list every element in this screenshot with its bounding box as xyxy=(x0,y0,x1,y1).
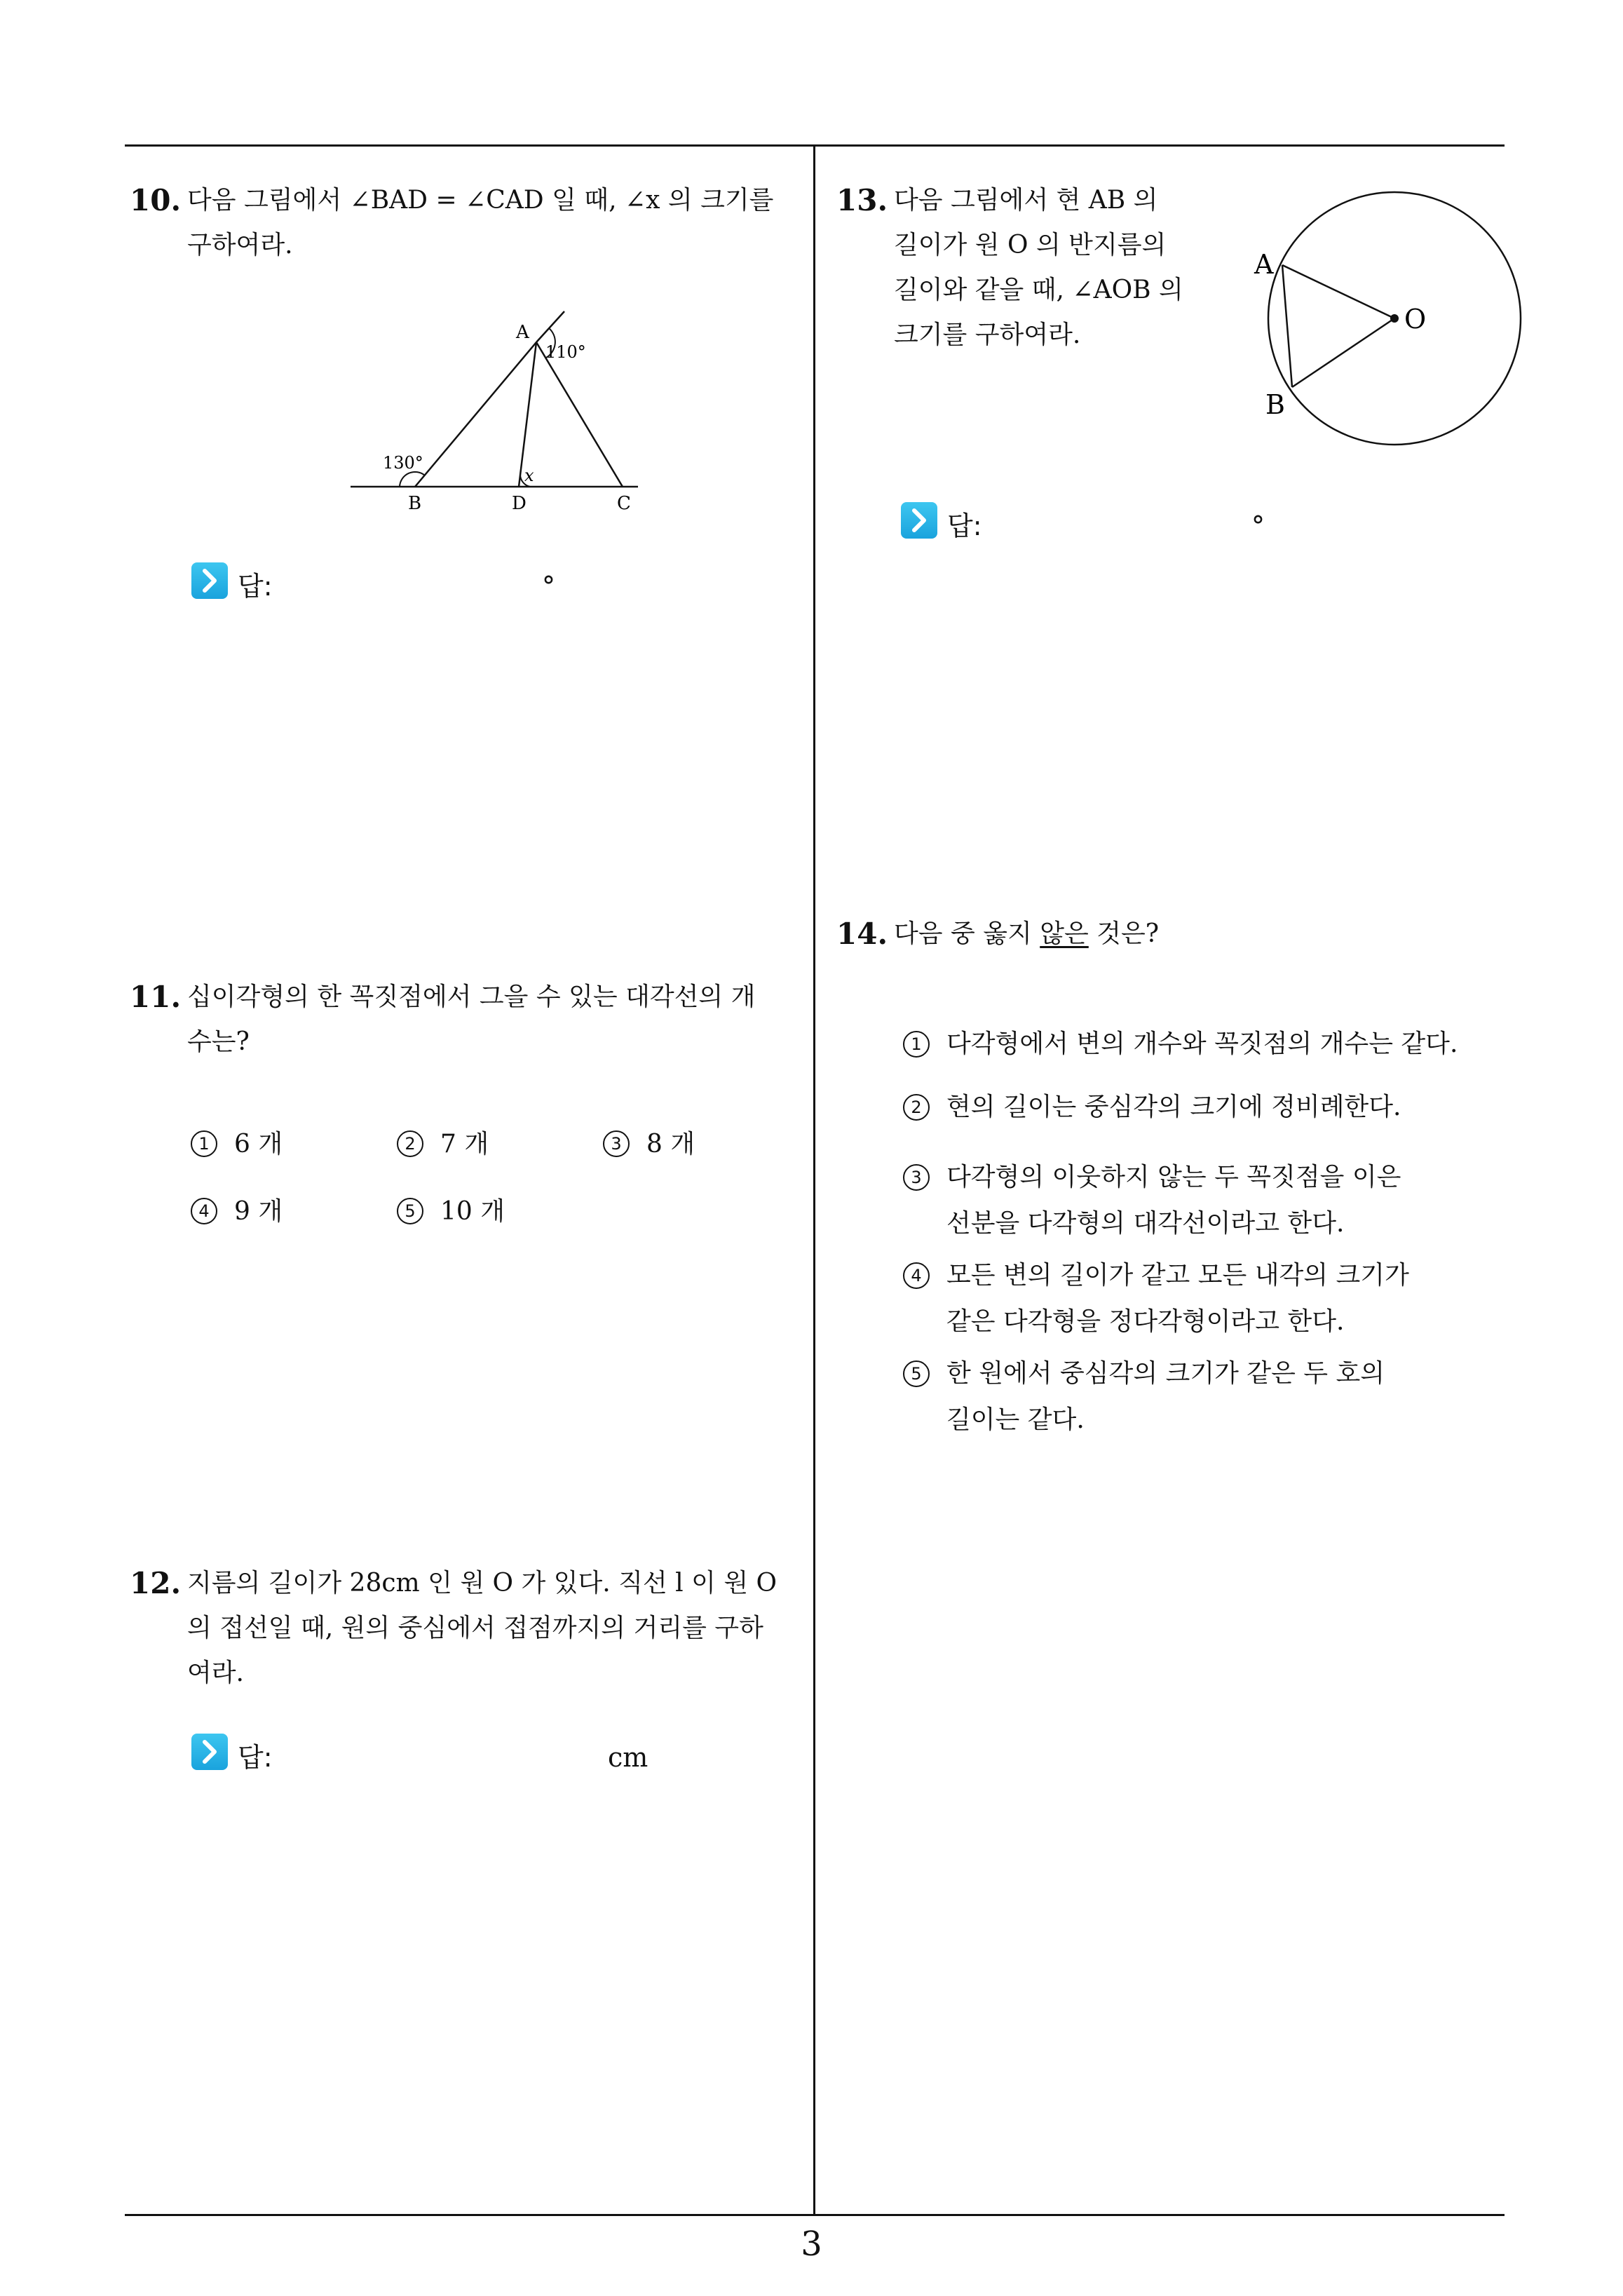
problem-number: 14. xyxy=(836,917,888,951)
choice-number-2: 2 xyxy=(397,1130,423,1157)
choice-number-2: 2 xyxy=(903,1094,930,1121)
answer-row xyxy=(901,501,1392,543)
angle-label-110: 110° xyxy=(545,342,586,362)
problem-text-line: 지름의 길이가 28cm 인 원 O 가 있다. 직선 l 이 원 O xyxy=(187,1569,777,1598)
point-label-b: B xyxy=(1265,389,1285,420)
choice-4[interactable] xyxy=(903,1252,1499,1345)
problem-number: 10. xyxy=(130,183,182,217)
chevron-right-icon xyxy=(901,502,937,539)
answer-row xyxy=(191,561,682,603)
choice-number-1: 1 xyxy=(903,1031,930,1058)
problem-number: 12. xyxy=(130,1566,182,1600)
answer-unit: cm xyxy=(608,1742,648,1773)
choice-1[interactable] xyxy=(191,1122,283,1167)
problem-text-underlined: 않은 xyxy=(1040,919,1089,948)
choice-number-1: 1 xyxy=(191,1130,217,1157)
problem-text-line: 다음 그림에서 ∠BAD = ∠CAD 일 때, ∠x 의 크기를 xyxy=(187,186,774,215)
problem-text-line: 길이가 원 O 의 반지름의 xyxy=(894,231,1167,259)
problem-text-line: 다음 그림에서 현 AB 의 xyxy=(894,186,1158,215)
choice-number-3: 3 xyxy=(903,1164,930,1191)
choice-number-5: 5 xyxy=(397,1198,423,1224)
choice-5[interactable] xyxy=(903,1351,1499,1443)
chevron-right-icon xyxy=(191,1734,228,1770)
choice-number-3: 3 xyxy=(603,1130,630,1157)
answer-unit: ° xyxy=(1251,511,1265,541)
problem-13 xyxy=(836,178,1509,571)
answer-label: 답: xyxy=(238,571,273,602)
page-number: 3 xyxy=(801,2224,822,2264)
problem-10 xyxy=(130,178,803,669)
problem-text xyxy=(894,912,1159,957)
column-divider xyxy=(813,144,815,2215)
point-label-o: O xyxy=(1404,304,1427,335)
answer-row xyxy=(191,1732,682,1774)
choice-text: 다각형에서 변의 개수와 꼭짓점의 개수는 같다. xyxy=(946,1029,1458,1058)
vertex-label-a: A xyxy=(516,322,529,343)
choice-number-4: 4 xyxy=(191,1198,217,1224)
bottom-rule xyxy=(125,2214,1505,2216)
angle-label-130: 130° xyxy=(383,453,423,473)
choice-text: 8 개 xyxy=(646,1130,695,1159)
choice-text: 7 개 xyxy=(440,1130,489,1159)
choice-text-line: 길이는 같다. xyxy=(946,1405,1085,1434)
problem-number: 13. xyxy=(836,183,888,217)
choice-text: 10 개 xyxy=(440,1197,505,1226)
answer-unit: ° xyxy=(542,571,555,602)
choice-3[interactable] xyxy=(603,1122,695,1167)
choice-1[interactable] xyxy=(903,1021,1499,1067)
problem-text-line: 수는? xyxy=(187,1027,250,1056)
chevron-right-icon xyxy=(191,562,228,599)
choice-text: 9 개 xyxy=(234,1197,283,1226)
vertex-label-d: D xyxy=(512,493,527,512)
problem-text-line: 의 접선일 때, 원의 중심에서 접점까지의 거리를 구하 xyxy=(187,1614,763,1642)
problem-text-line: 길이와 같을 때, ∠AOB 의 xyxy=(894,276,1183,304)
angle-label-x: x xyxy=(524,466,534,485)
choice-text-line: 선분을 다각형의 대각선이라고 한다. xyxy=(946,1209,1345,1238)
problem-text-line: 크기를 구하여라. xyxy=(894,320,1081,349)
triangle-figure xyxy=(351,302,673,512)
problem-text-line: 구하여라. xyxy=(187,231,293,259)
choice-3[interactable] xyxy=(903,1154,1499,1247)
answer-label: 답: xyxy=(238,1742,273,1773)
vertex-label-b: B xyxy=(408,493,422,512)
problem-text-after: 것은? xyxy=(1088,919,1160,948)
choice-number-4: 4 xyxy=(903,1262,930,1289)
point-label-a: A xyxy=(1254,249,1274,280)
answer-label: 답: xyxy=(947,511,982,541)
choice-5[interactable] xyxy=(397,1189,505,1234)
choice-text-line: 같은 다각형을 정다각형이라고 한다. xyxy=(946,1307,1345,1336)
vertex-label-c: C xyxy=(617,493,631,512)
choice-text: 6 개 xyxy=(234,1130,283,1159)
choice-text-line: 한 원에서 중심각의 크기가 같은 두 호의 xyxy=(946,1359,1385,1388)
choice-text: 현의 길이는 중심각의 크기에 정비례한다. xyxy=(946,1093,1401,1121)
choice-4[interactable] xyxy=(191,1189,283,1234)
choice-text-line: 모든 변의 길이가 같고 모든 내각의 크기가 xyxy=(946,1261,1409,1290)
circle-figure xyxy=(1222,178,1530,487)
problem-text-line: 십이각형의 한 꼭짓점에서 그을 수 있는 대각선의 개 xyxy=(187,982,756,1011)
choice-2[interactable] xyxy=(903,1084,1499,1130)
choice-text-line: 다각형의 이웃하지 않는 두 꼭짓점을 이은 xyxy=(946,1163,1401,1191)
choice-2[interactable] xyxy=(397,1122,489,1167)
problem-number: 11. xyxy=(130,980,182,1014)
choice-number-5: 5 xyxy=(903,1360,930,1387)
problem-12 xyxy=(130,1561,803,1785)
problem-text-before: 다음 중 옳지 xyxy=(894,919,1040,948)
problem-14 xyxy=(836,912,1509,968)
problem-text-line: 여라. xyxy=(187,1659,244,1687)
